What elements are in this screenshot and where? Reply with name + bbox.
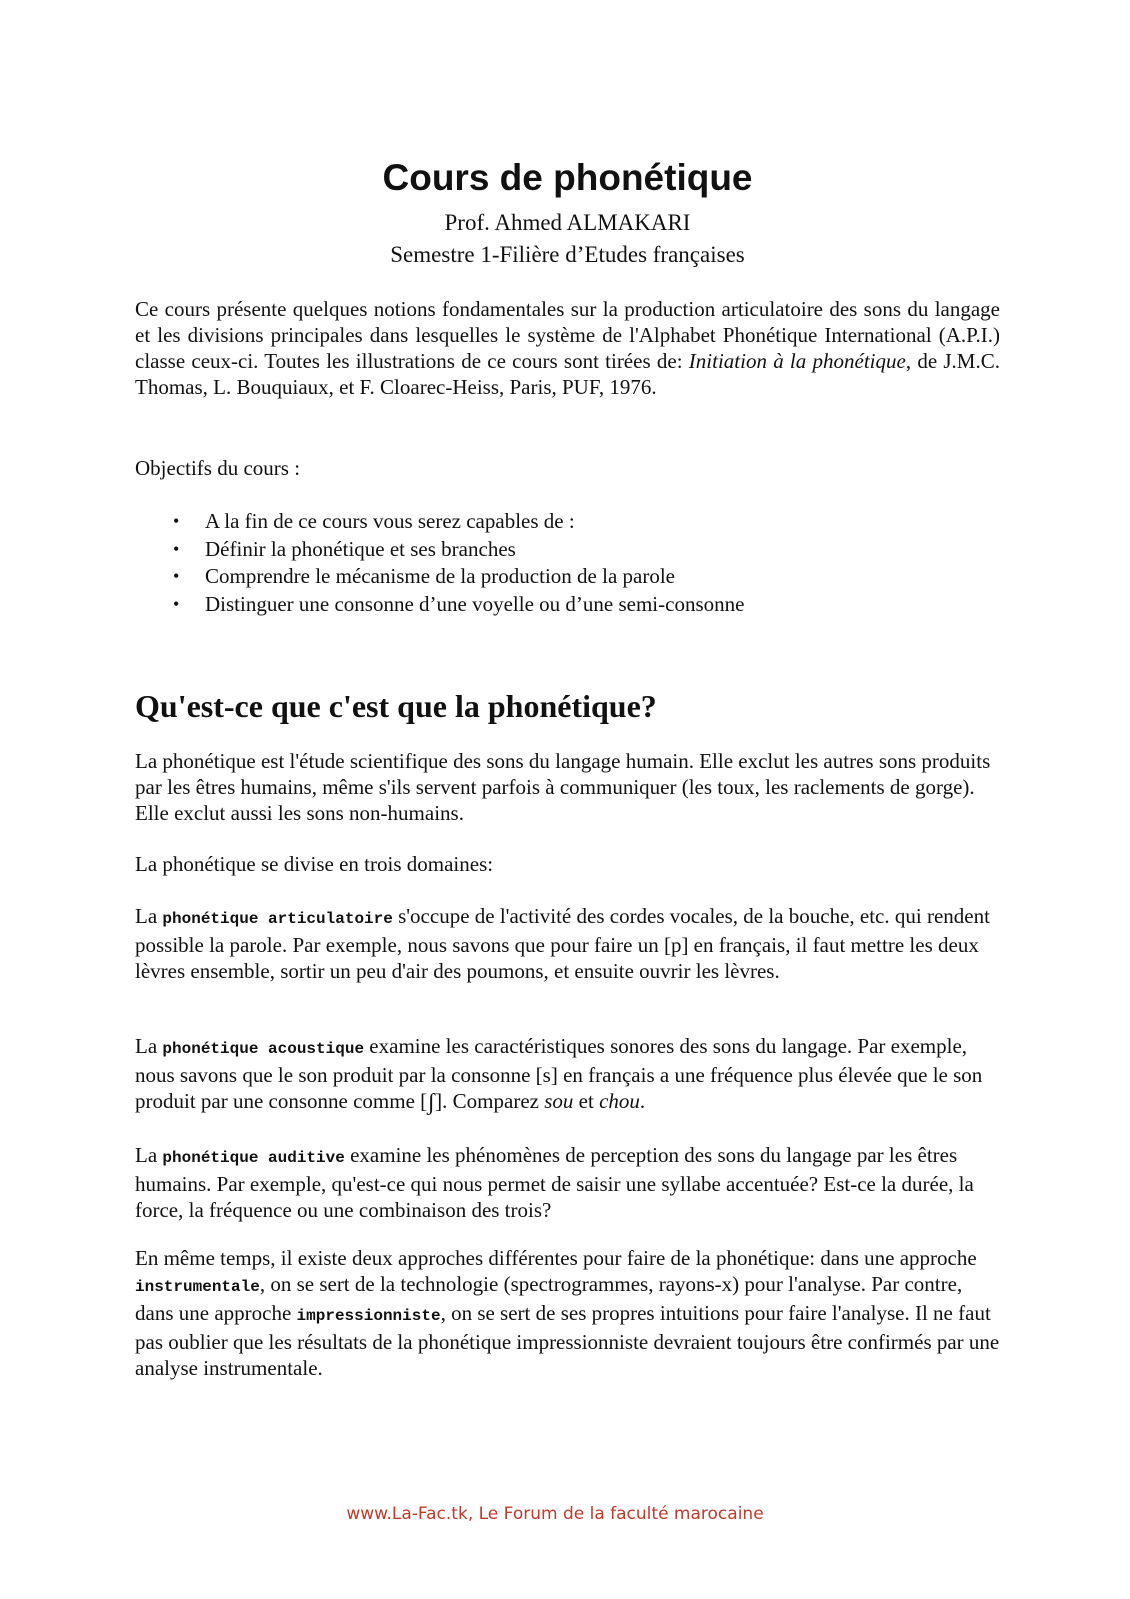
articulatory-lead: La	[135, 904, 163, 928]
approaches-paragraph	[135, 1245, 1000, 1381]
list-item	[135, 591, 1000, 619]
articulatory-text: s'occupe de l'activité des cordes vocales, de la bouche, etc. qui rendent possible la parole. Par exemple, nous savons que pour faire un [p] en français, il faut mettre les deux lèvres ensemble, sortir un peu d'air des poumons, et ensuite ouvrir les lèvres.	[135, 904, 990, 983]
example-word-chou: chou	[599, 1089, 640, 1113]
objectives-list	[135, 508, 1000, 618]
footer-watermark: www.La-Fac.tk, Le Forum de la faculté marocaine	[346, 1504, 764, 1524]
acoustic-after-symbol: ]. Comparez	[435, 1089, 545, 1113]
bullet-icon: •	[173, 593, 180, 614]
semester-line: Semestre 1-Filière d’Etudes françaises	[390, 242, 745, 267]
acoustic-end: .	[639, 1089, 646, 1113]
book-title: Initiation à la phonétique	[688, 349, 906, 373]
section-heading: Qu'est-ce que c'est que la phonétique?	[135, 688, 657, 724]
auditory-lead: La	[135, 1143, 163, 1167]
acoustic-lead: La	[135, 1034, 163, 1058]
list-item	[135, 536, 1000, 564]
acoustic-paragraph	[135, 1033, 1000, 1114]
term-impressionist: impressionniste	[296, 1307, 441, 1325]
list-item	[135, 563, 1000, 591]
articulatory-paragraph	[135, 903, 1000, 984]
approaches-text-3: , on se sert de ses propres intuitions pour faire l'analyse. Il ne faut pas oublier que les résultats de la phonétique impressionniste devraient toujours être confirmés par une analyse instrumentale.	[135, 1301, 1000, 1380]
list-item	[135, 508, 1000, 536]
document-title: Cours de phonétique	[382, 157, 753, 198]
objectives-label: Objectifs du cours :	[135, 456, 301, 480]
esh-symbol: ʃ	[427, 1090, 436, 1116]
term-articulatory: phonétique articulatoire	[162, 910, 393, 928]
term-auditory: phonétique auditive	[162, 1149, 345, 1167]
domains-intro-paragraph: La phonétique se divise en trois domaines:	[135, 852, 494, 876]
approaches-text-2: , on se sert de la technologie (spectrogrammes, rayons-x) pour l'analyse. Par contre, dans une approche	[135, 1272, 963, 1325]
author-line: Prof. Ahmed ALMAKARI	[444, 210, 691, 235]
intro-paragraph	[135, 296, 1000, 400]
list-item-text: Comprendre le mécanisme de la production de la parole	[205, 564, 675, 588]
bullet-icon: •	[173, 538, 180, 559]
approaches-text-1: En même temps, il existe deux approches différentes pour faire de la phonétique: dans une approche	[135, 1246, 977, 1270]
intro-text-2: , de J.M.C. Thomas, L. Bouquiaux, et F. Cloarec-Heiss, Paris, PUF, 1976.	[135, 349, 1000, 399]
bullet-icon: •	[173, 566, 180, 586]
auditory-text: examine les phénomènes de perception des sons du langage par les êtres humains. Par exemple, qu'est-ce qui nous permet de saisir une syllabe accentuée? Est-ce la durée, la force, la fréquence ou une combinaison des trois?	[135, 1143, 974, 1222]
acoustic-joiner: et	[573, 1089, 600, 1113]
intro-text-1: Ce cours présente quelques notions fondamentales sur la production articulatoire des sons du langage et les divisions principales dans lesquelles le système de l'Alphabet Phonétique International (A.P.I.) classe ceux-ci. Toutes les illustrations de ce cours sont tirées de:	[135, 297, 1000, 373]
term-instrumental: instrumentale	[135, 1278, 260, 1296]
definition-paragraph: La phonétique est l'étude scientifique des sons du langage humain. Elle exclut les autres sons produits par les êtres humains, même s'ils servent parfois à communiquer (les toux, les raclements de gorge). Elle exclut aussi les sons non-humains.	[135, 749, 991, 825]
list-item-text: Définir la phonétique et ses branches	[205, 536, 516, 561]
bullet-icon: •	[173, 511, 180, 531]
example-word-sou: sou	[544, 1089, 574, 1113]
term-acoustic: phonétique acoustique	[162, 1040, 365, 1058]
auditory-paragraph	[135, 1142, 1000, 1223]
acoustic-text: examine les caractéristiques sonores des sons du langage. Par exemple, nous savons que le son produit par la consonne [s] en français a une fréquence plus élevée que le son produit par une consonne comme [	[135, 1034, 983, 1113]
list-item-text: Distinguer une consonne d’une voyelle ou d’une semi-consonne	[205, 591, 745, 616]
list-item-text: A la fin de ce cours vous serez capables de :	[205, 509, 575, 533]
